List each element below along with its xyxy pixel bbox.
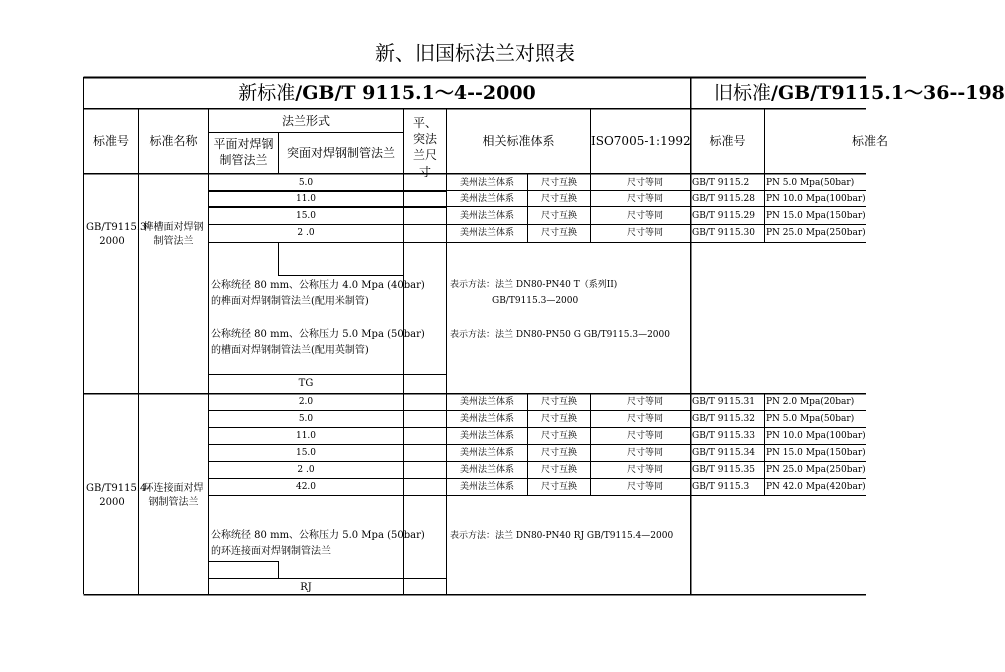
col-header-related: 相关标准体系	[482, 134, 555, 148]
col-header-raised-weld: 突面对焊钢制管法兰	[286, 146, 395, 160]
group2-row-pressure-cell: 2.0	[298, 397, 314, 407]
group1-row-system-cell: 美州法兰体系	[459, 194, 514, 204]
group1-desc2-line1: 公称统径 80 mm、公称压力 5.0 Mpa (50bar)	[211, 329, 425, 340]
group2-row-old-std-name-cell: PN 2.0 Mpa(20bar)	[766, 397, 855, 407]
group1-desc2-line2: 的槽面对焊钢制管法兰(配用英制管)	[211, 345, 369, 356]
group2-row-old-std-no-cell: GB/T 9115.3	[692, 482, 750, 492]
group2-std-name: 环连接面对焊钢制管法兰	[143, 483, 204, 508]
group1-representation1-line2: GB/T9115.3—2000	[492, 296, 579, 306]
old-standard-code: /GB/T9115.1～36--198	[771, 82, 1005, 104]
group2-row-old-std-no-cell: GB/T 9115.33	[692, 431, 755, 441]
group2-row-system-cell: 美州法兰体系	[459, 448, 514, 458]
old-standard-prefix: 旧标准	[714, 82, 772, 104]
group1-row-interchange-cell: 尺寸互换	[540, 228, 577, 238]
old-standard-banner	[714, 84, 1005, 103]
group1-std-no: GB/T9115.3-2000	[86, 222, 150, 247]
group1-row-iso-equal-cell: 尺寸等同	[626, 211, 663, 221]
group2-row-pressure-cell: 15.0	[295, 448, 317, 458]
group2-row-interchange-cell: 尺寸互换	[540, 465, 577, 475]
group2-row-iso-equal-cell: 尺寸等同	[626, 414, 663, 424]
col-header-flange-form: 法兰形式	[281, 114, 330, 128]
document-title: 新、旧国标法兰对照表	[375, 41, 575, 65]
new-standard-prefix: 新标准	[238, 82, 296, 104]
group2-row-old-std-no-cell: GB/T 9115.32	[692, 414, 755, 424]
col-header-iso: ISO7005-1:1992	[591, 134, 691, 148]
group2-row-interchange-cell: 尺寸互换	[540, 482, 577, 492]
col-header-old-std-name: 标准名	[852, 134, 889, 148]
group2-row-system-cell: 美州法兰体系	[459, 465, 514, 475]
group2-row-iso-equal-cell: 尺寸等同	[626, 448, 663, 458]
group1-code: TG	[298, 378, 314, 389]
group1-row-interchange-cell: 尺寸互换	[540, 178, 577, 188]
group1-row-system-cell: 美州法兰体系	[459, 178, 514, 188]
group2-row-old-std-name-cell: PN 10.0 Mpa(100bar)	[766, 431, 866, 441]
group1-row-iso-equal-cell: 尺寸等同	[626, 178, 663, 188]
group1-desc1-line2: 的榫面对焊钢制管法兰(配用米制管)	[211, 296, 369, 307]
group2-row-pressure-cell: 42.0	[295, 482, 317, 492]
group2-row-old-std-name-cell: PN 15.0 Mpa(150bar)	[766, 448, 866, 458]
new-standard-banner	[84, 84, 690, 103]
group1-std-name: 榫槽面对焊钢制管法兰	[143, 222, 204, 247]
col-header-std-no: 标准号	[92, 134, 129, 148]
group1-row-interchange-cell: 尺寸互换	[540, 211, 577, 221]
group1-row-system-cell: 美州法兰体系	[459, 211, 514, 221]
group1-row-old-std-name-cell: PN 25.0 Mpa(250bar)	[766, 228, 866, 238]
group2-desc-line2: 的环连接面对焊钢制管法兰	[211, 546, 331, 557]
col-header-old-std-no: 标准号	[709, 134, 746, 148]
group2-row-system-cell: 美州法兰体系	[459, 431, 514, 441]
group2-row-pressure-cell: 2 .0	[297, 465, 315, 475]
group1-row-pressure-cell: 5.0	[298, 178, 314, 188]
group2-std-no: GB/T9115.4-2000	[86, 483, 150, 508]
group1-row-system-cell: 美州法兰体系	[459, 228, 514, 238]
group2-row-old-std-no-cell: GB/T 9115.34	[692, 448, 755, 458]
group1-row-old-std-no-cell: GB/T 9115.30	[692, 228, 755, 238]
group2-code: RJ	[300, 582, 312, 593]
group1-row-pressure-cell: 15.0	[295, 211, 317, 221]
group1-desc1-line1: 公称统径 80 mm、公称压力 4.0 Mpa (40bar)	[211, 280, 425, 291]
group2-row-system-cell: 美州法兰体系	[459, 397, 514, 407]
group2-row-interchange-cell: 尺寸互换	[540, 431, 577, 441]
col-header-std-name: 标准名称	[149, 134, 198, 148]
group2-representation: 表示方法：法兰 DN80-PN40 RJ GB/T9115.4—2000	[450, 531, 674, 541]
group2-row-iso-equal-cell: 尺寸等同	[626, 465, 663, 475]
group2-row-interchange-cell: 尺寸互换	[540, 448, 577, 458]
group2-row-system-cell: 美州法兰体系	[459, 482, 514, 492]
group1-row-iso-equal-cell: 尺寸等同	[626, 194, 663, 204]
group1-row-old-std-no-cell: GB/T 9115.29	[692, 211, 755, 221]
group2-row-old-std-name-cell: PN 5.0 Mpa(50bar)	[766, 414, 855, 424]
group1-representation1-line1: 表示方法：法兰 DN80-PN40 T（系列II)	[450, 280, 618, 290]
group1-row-old-std-name-cell: PN 5.0 Mpa(50bar)	[766, 178, 855, 188]
col-header-flat-raised-size: 平、突法兰尺寸	[412, 116, 437, 179]
group1-row-pressure-cell: 11.0	[295, 194, 317, 204]
group2-row-old-std-no-cell: GB/T 9115.35	[692, 465, 755, 475]
group2-row-system-cell: 美州法兰体系	[459, 414, 514, 424]
group1-row-old-std-name-cell: PN 10.0 Mpa(100bar)	[766, 194, 866, 204]
group2-row-pressure-cell: 11.0	[295, 431, 317, 441]
group1-row-old-std-name-cell: PN 15.0 Mpa(150bar)	[766, 211, 866, 221]
group1-row-interchange-cell: 尺寸互换	[540, 194, 577, 204]
group2-row-iso-equal-cell: 尺寸等同	[626, 482, 663, 492]
group2-row-iso-equal-cell: 尺寸等同	[626, 431, 663, 441]
new-standard-code: /GB/T 9115.1～4--2000	[295, 82, 536, 104]
col-header-flat-weld: 平面对焊钢制管法兰	[213, 137, 274, 168]
group1-row-old-std-no-cell: GB/T 9115.2	[692, 178, 750, 188]
group2-row-old-std-no-cell: GB/T 9115.31	[692, 397, 755, 407]
group2-row-interchange-cell: 尺寸互换	[540, 414, 577, 424]
group2-row-iso-equal-cell: 尺寸等同	[626, 397, 663, 407]
group1-row-iso-equal-cell: 尺寸等同	[626, 228, 663, 238]
group2-desc-line1: 公称统径 80 mm、公称压力 5.0 Mpa (50bar)	[211, 530, 425, 541]
group2-row-interchange-cell: 尺寸互换	[540, 397, 577, 407]
group1-row-pressure-cell: 2 .0	[297, 228, 315, 238]
group1-representation2: 表示方法：法兰 DN80-PN50 G GB/T9115.3—2000	[450, 330, 670, 340]
group2-row-pressure-cell: 5.0	[298, 414, 314, 424]
group2-row-old-std-name-cell: PN 42.0 Mpa(420bar)	[766, 482, 866, 492]
group2-row-old-std-name-cell: PN 25.0 Mpa(250bar)	[766, 465, 866, 475]
group1-row-old-std-no-cell: GB/T 9115.28	[692, 194, 755, 204]
